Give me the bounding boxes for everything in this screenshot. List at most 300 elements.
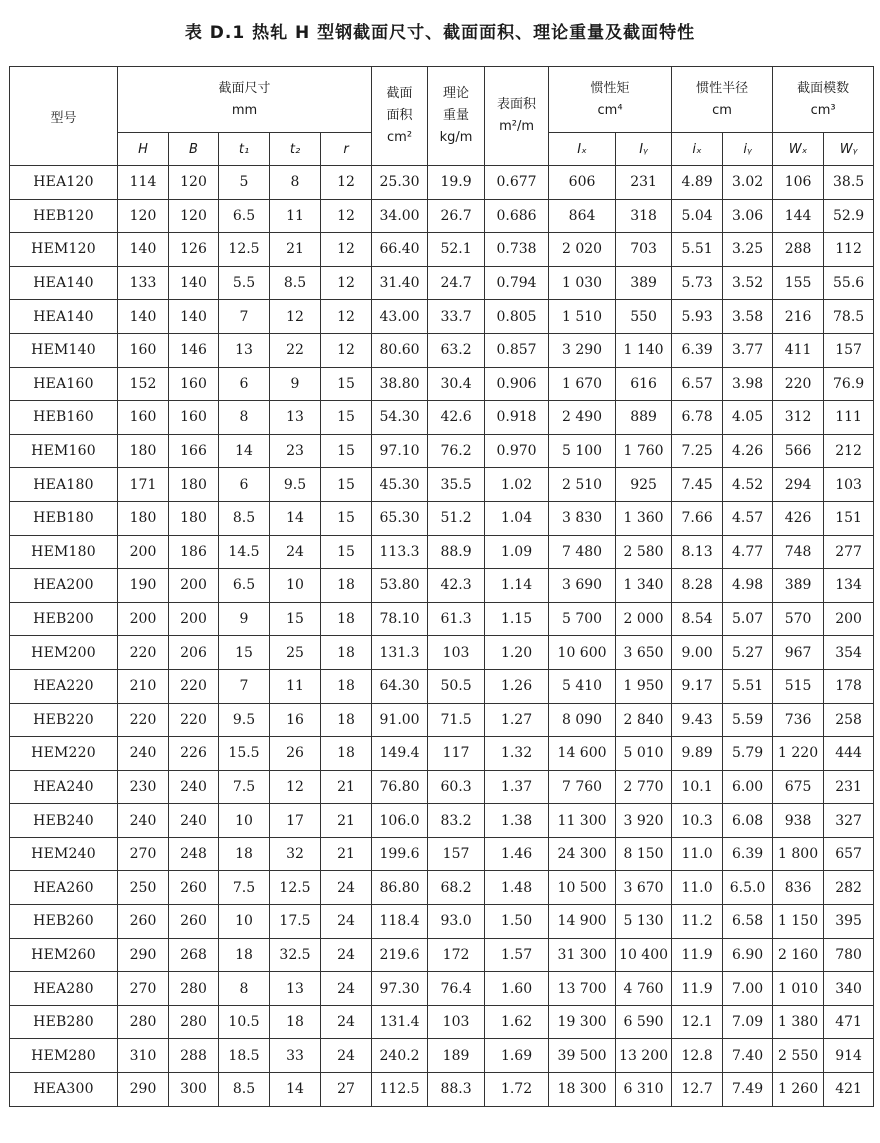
cell-area: 66.40: [372, 233, 428, 267]
cell-r: 18: [321, 703, 372, 737]
cell-B: 240: [169, 804, 219, 838]
cell-Ix: 24 300: [549, 837, 616, 871]
cell-weight: 33.7: [428, 300, 485, 334]
cell-surface: 0.805: [485, 300, 549, 334]
cell-surface: 0.794: [485, 266, 549, 300]
cell-H: 210: [118, 669, 169, 703]
cell-Ix: 7 480: [549, 535, 616, 569]
cell-B: 120: [169, 199, 219, 233]
cell-Ix: 14 600: [549, 737, 616, 771]
subheader-Iy: Iᵧ: [616, 133, 672, 166]
cell-surface: 1.04: [485, 501, 549, 535]
cell-iy: 5.79: [723, 737, 773, 771]
header-weight-line1: 理论: [443, 86, 470, 101]
cell-ix: 6.39: [672, 333, 723, 367]
cell-H: 140: [118, 233, 169, 267]
cell-weight: 172: [428, 938, 485, 972]
cell-Ix: 1 510: [549, 300, 616, 334]
table-row: [10, 737, 874, 771]
table-row: [10, 871, 874, 905]
cell-B: 220: [169, 669, 219, 703]
cell-Ix: 7 760: [549, 770, 616, 804]
cell-Ix: 1 670: [549, 367, 616, 401]
cell-t2: 22: [270, 333, 321, 367]
cell-Wy: 277: [824, 535, 874, 569]
cell-Wx: 389: [773, 569, 824, 603]
cell-t2: 9.5: [270, 468, 321, 502]
cell-Ix: 1 030: [549, 266, 616, 300]
cell-ix: 6.78: [672, 401, 723, 435]
cell-Wx: 1 220: [773, 737, 824, 771]
cell-Ix: 13 700: [549, 972, 616, 1006]
cell-t2: 14: [270, 1073, 321, 1107]
cell-area: 38.80: [372, 367, 428, 401]
cell-Iy: 2 840: [616, 703, 672, 737]
cell-weight: 60.3: [428, 770, 485, 804]
cell-ix: 5.51: [672, 233, 723, 267]
cell-ix: 11.0: [672, 871, 723, 905]
cell-surface: 1.69: [485, 1039, 549, 1073]
cell-H: 200: [118, 602, 169, 636]
cell-r: 15: [321, 401, 372, 435]
cell-surface: 0.686: [485, 199, 549, 233]
cell-iy: 3.98: [723, 367, 773, 401]
cell-surface: 0.918: [485, 401, 549, 435]
cell-B: 280: [169, 1005, 219, 1039]
cell-surface: 1.48: [485, 871, 549, 905]
cell-Wy: 395: [824, 905, 874, 939]
cell-iy: 5.07: [723, 602, 773, 636]
cell-ix: 9.17: [672, 669, 723, 703]
cell-r: 24: [321, 938, 372, 972]
cell-Wy: 354: [824, 636, 874, 670]
cell-model: HEB280: [10, 1005, 118, 1039]
cell-t1: 6.5: [219, 199, 270, 233]
cell-model: HEB220: [10, 703, 118, 737]
cell-Iy: 13 200: [616, 1039, 672, 1073]
header-weight-line2: 重量: [443, 108, 470, 123]
cell-model: HEB160: [10, 401, 118, 435]
cell-H: 290: [118, 1073, 169, 1107]
cell-model: HEA240: [10, 770, 118, 804]
table-row: [10, 501, 874, 535]
cell-r: 18: [321, 737, 372, 771]
cell-H: 160: [118, 401, 169, 435]
cell-B: 140: [169, 266, 219, 300]
cell-Wy: 780: [824, 938, 874, 972]
cell-area: 45.30: [372, 468, 428, 502]
cell-t1: 9: [219, 602, 270, 636]
cell-weight: 19.9: [428, 166, 485, 200]
cell-iy: 6.58: [723, 905, 773, 939]
table-title: 表 D.1 热轧 H 型钢截面尺寸、截面面积、理论重量及截面特性: [184, 23, 696, 43]
cell-model: HEM180: [10, 535, 118, 569]
cell-t1: 10: [219, 905, 270, 939]
table-row: [10, 703, 874, 737]
cell-t2: 33: [270, 1039, 321, 1073]
cell-B: 200: [169, 602, 219, 636]
cell-area: 80.60: [372, 333, 428, 367]
cell-r: 18: [321, 636, 372, 670]
cell-r: 18: [321, 669, 372, 703]
cell-H: 290: [118, 938, 169, 972]
cell-surface: 1.09: [485, 535, 549, 569]
table-row: [10, 401, 874, 435]
cell-t1: 6: [219, 468, 270, 502]
cell-ix: 9.89: [672, 737, 723, 771]
cell-B: 240: [169, 770, 219, 804]
cell-t1: 14: [219, 434, 270, 468]
cell-t1: 7.5: [219, 871, 270, 905]
cell-Iy: 6 310: [616, 1073, 672, 1107]
cell-ix: 12.7: [672, 1073, 723, 1107]
table-row: [10, 300, 874, 334]
cell-t1: 6: [219, 367, 270, 401]
cell-B: 166: [169, 434, 219, 468]
cell-Wx: 1 010: [773, 972, 824, 1006]
cell-r: 21: [321, 804, 372, 838]
cell-model: HEB260: [10, 905, 118, 939]
cell-iy: 6.08: [723, 804, 773, 838]
cell-ix: 4.89: [672, 166, 723, 200]
cell-Wy: 112: [824, 233, 874, 267]
cell-Wy: 111: [824, 401, 874, 435]
cell-r: 12: [321, 333, 372, 367]
cell-Iy: 1 340: [616, 569, 672, 603]
header-inertia-unit: cm⁴: [597, 102, 623, 118]
cell-weight: 93.0: [428, 905, 485, 939]
table-row: [10, 972, 874, 1006]
cell-Wy: 657: [824, 837, 874, 871]
cell-Ix: 864: [549, 199, 616, 233]
cell-B: 260: [169, 905, 219, 939]
cell-area: 118.4: [372, 905, 428, 939]
cell-t1: 8: [219, 401, 270, 435]
cell-Iy: 616: [616, 367, 672, 401]
cell-t2: 8: [270, 166, 321, 200]
cell-Wy: 134: [824, 569, 874, 603]
cell-r: 12: [321, 166, 372, 200]
cell-surface: 1.27: [485, 703, 549, 737]
header-dims-unit: mm: [231, 102, 258, 118]
cell-area: 240.2: [372, 1039, 428, 1073]
cell-t2: 24: [270, 535, 321, 569]
cell-surface: 1.20: [485, 636, 549, 670]
cell-H: 270: [118, 837, 169, 871]
cell-Iy: 8 150: [616, 837, 672, 871]
cell-H: 180: [118, 434, 169, 468]
cell-H: 230: [118, 770, 169, 804]
cell-weight: 51.2: [428, 501, 485, 535]
cell-weight: 103: [428, 1005, 485, 1039]
cell-area: 91.00: [372, 703, 428, 737]
cell-t1: 7: [219, 669, 270, 703]
cell-B: 260: [169, 871, 219, 905]
cell-model: HEA180: [10, 468, 118, 502]
cell-iy: 4.57: [723, 501, 773, 535]
cell-H: 250: [118, 871, 169, 905]
cell-t2: 23: [270, 434, 321, 468]
cell-Wx: 675: [773, 770, 824, 804]
cell-Iy: 231: [616, 166, 672, 200]
cell-B: 160: [169, 401, 219, 435]
cell-Wy: 327: [824, 804, 874, 838]
cell-Wx: 836: [773, 871, 824, 905]
table-row: [10, 1005, 874, 1039]
cell-area: 31.40: [372, 266, 428, 300]
cell-iy: 3.06: [723, 199, 773, 233]
cell-Wx: 1 260: [773, 1073, 824, 1107]
cell-ix: 7.66: [672, 501, 723, 535]
cell-Wy: 103: [824, 468, 874, 502]
cell-model: HEB180: [10, 501, 118, 535]
cell-ix: 11.9: [672, 972, 723, 1006]
cell-ix: 5.04: [672, 199, 723, 233]
cell-t2: 16: [270, 703, 321, 737]
cell-Ix: 2 510: [549, 468, 616, 502]
header-inertia: [549, 67, 672, 133]
cell-B: 226: [169, 737, 219, 771]
cell-model: HEA140: [10, 266, 118, 300]
cell-area: 53.80: [372, 569, 428, 603]
cell-area: 65.30: [372, 501, 428, 535]
table-row: [10, 770, 874, 804]
cell-iy: 3.77: [723, 333, 773, 367]
cell-ix: 11.9: [672, 938, 723, 972]
cell-t2: 26: [270, 737, 321, 771]
cell-H: 240: [118, 804, 169, 838]
table-row: [10, 535, 874, 569]
cell-H: 133: [118, 266, 169, 300]
cell-Ix: 31 300: [549, 938, 616, 972]
cell-Wy: 471: [824, 1005, 874, 1039]
cell-Iy: 925: [616, 468, 672, 502]
cell-r: 12: [321, 266, 372, 300]
cell-Wx: 1 800: [773, 837, 824, 871]
cell-model: HEB120: [10, 199, 118, 233]
table-row: [10, 367, 874, 401]
cell-Iy: 2 000: [616, 602, 672, 636]
cell-ix: 12.8: [672, 1039, 723, 1073]
cell-model: HEM200: [10, 636, 118, 670]
table-row: [10, 569, 874, 603]
cell-Ix: 5 410: [549, 669, 616, 703]
cell-area: 106.0: [372, 804, 428, 838]
cell-t2: 12: [270, 770, 321, 804]
cell-t2: 12.5: [270, 871, 321, 905]
cell-t1: 15.5: [219, 737, 270, 771]
cell-Wx: 426: [773, 501, 824, 535]
cell-t2: 12: [270, 300, 321, 334]
cell-ix: 12.1: [672, 1005, 723, 1039]
cell-model: HEA160: [10, 367, 118, 401]
cell-B: 140: [169, 300, 219, 334]
cell-Iy: 389: [616, 266, 672, 300]
cell-surface: 1.46: [485, 837, 549, 871]
cell-B: 186: [169, 535, 219, 569]
steel-section-table: [9, 66, 874, 1107]
cell-surface: 1.57: [485, 938, 549, 972]
cell-Wx: 2 550: [773, 1039, 824, 1073]
cell-ix: 7.25: [672, 434, 723, 468]
cell-r: 15: [321, 468, 372, 502]
cell-Iy: 703: [616, 233, 672, 267]
cell-Wx: 288: [773, 233, 824, 267]
cell-weight: 117: [428, 737, 485, 771]
cell-iy: 4.77: [723, 535, 773, 569]
header-dims-label: 截面尺寸: [218, 80, 271, 96]
cell-t2: 13: [270, 401, 321, 435]
cell-Wy: 282: [824, 871, 874, 905]
header-dims: [118, 67, 372, 133]
cell-Wx: 106: [773, 166, 824, 200]
cell-weight: 50.5: [428, 669, 485, 703]
header-radius: [672, 67, 773, 133]
cell-ix: 11.2: [672, 905, 723, 939]
cell-area: 112.5: [372, 1073, 428, 1107]
cell-Wx: 216: [773, 300, 824, 334]
subheader-t2: t₂: [270, 133, 321, 166]
cell-t1: 6.5: [219, 569, 270, 603]
cell-model: HEB200: [10, 602, 118, 636]
cell-weight: 52.1: [428, 233, 485, 267]
table-body: [10, 166, 874, 1107]
cell-ix: 10.1: [672, 770, 723, 804]
cell-Ix: 5 100: [549, 434, 616, 468]
cell-model: HEA120: [10, 166, 118, 200]
subheader-Wy: Wᵧ: [824, 133, 874, 166]
cell-weight: 71.5: [428, 703, 485, 737]
cell-area: 76.80: [372, 770, 428, 804]
header-area: [372, 67, 428, 166]
cell-Wy: 52.9: [824, 199, 874, 233]
cell-H: 152: [118, 367, 169, 401]
cell-surface: 1.72: [485, 1073, 549, 1107]
cell-Wy: 151: [824, 501, 874, 535]
cell-Iy: 1 760: [616, 434, 672, 468]
cell-iy: 3.02: [723, 166, 773, 200]
cell-Wx: 1 380: [773, 1005, 824, 1039]
subheader-B: B: [169, 133, 219, 166]
subheader-iy: iᵧ: [723, 133, 773, 166]
cell-Wx: 515: [773, 669, 824, 703]
cell-Iy: 3 670: [616, 871, 672, 905]
cell-surface: 1.32: [485, 737, 549, 771]
cell-t1: 5: [219, 166, 270, 200]
cell-H: 114: [118, 166, 169, 200]
header-surface-label: 表面积: [497, 97, 537, 112]
cell-Ix: 2 020: [549, 233, 616, 267]
cell-t2: 13: [270, 972, 321, 1006]
cell-t1: 8.5: [219, 501, 270, 535]
cell-B: 288: [169, 1039, 219, 1073]
cell-Wy: 38.5: [824, 166, 874, 200]
cell-Wx: 748: [773, 535, 824, 569]
cell-Wx: 570: [773, 602, 824, 636]
cell-t1: 7.5: [219, 770, 270, 804]
cell-iy: 7.49: [723, 1073, 773, 1107]
cell-B: 300: [169, 1073, 219, 1107]
header-area-line2: 面积: [386, 108, 413, 123]
header-radius-unit: cm: [712, 102, 732, 118]
cell-iy: 5.27: [723, 636, 773, 670]
cell-weight: 103: [428, 636, 485, 670]
table-row: [10, 199, 874, 233]
cell-iy: 7.00: [723, 972, 773, 1006]
header-modulus-unit: cm³: [810, 102, 836, 118]
cell-B: 146: [169, 333, 219, 367]
cell-r: 27: [321, 1073, 372, 1107]
cell-H: 190: [118, 569, 169, 603]
cell-model: HEA260: [10, 871, 118, 905]
cell-r: 15: [321, 434, 372, 468]
cell-ix: 9.00: [672, 636, 723, 670]
cell-t1: 12.5: [219, 233, 270, 267]
table-row: [10, 636, 874, 670]
cell-model: HEM220: [10, 737, 118, 771]
cell-area: 97.10: [372, 434, 428, 468]
cell-r: 18: [321, 569, 372, 603]
cell-weight: 157: [428, 837, 485, 871]
cell-iy: 5.59: [723, 703, 773, 737]
cell-iy: 4.98: [723, 569, 773, 603]
cell-Wy: 231: [824, 770, 874, 804]
cell-surface: 1.14: [485, 569, 549, 603]
cell-Wy: 212: [824, 434, 874, 468]
cell-B: 220: [169, 703, 219, 737]
table-row: [10, 837, 874, 871]
cell-t1: 18: [219, 938, 270, 972]
header-radius-label: 惯性半径: [696, 80, 749, 96]
cell-Wx: 967: [773, 636, 824, 670]
cell-surface: 1.26: [485, 669, 549, 703]
cell-ix: 8.54: [672, 602, 723, 636]
cell-surface: 1.62: [485, 1005, 549, 1039]
cell-Iy: 1 140: [616, 333, 672, 367]
cell-Wx: 312: [773, 401, 824, 435]
cell-Wy: 76.9: [824, 367, 874, 401]
cell-Wx: 155: [773, 266, 824, 300]
cell-Ix: 10 600: [549, 636, 616, 670]
cell-ix: 5.93: [672, 300, 723, 334]
cell-H: 270: [118, 972, 169, 1006]
cell-Wy: 914: [824, 1039, 874, 1073]
cell-H: 310: [118, 1039, 169, 1073]
cell-surface: 0.857: [485, 333, 549, 367]
cell-Iy: 2 580: [616, 535, 672, 569]
cell-Ix: 2 490: [549, 401, 616, 435]
cell-B: 200: [169, 569, 219, 603]
cell-B: 180: [169, 501, 219, 535]
cell-Wx: 294: [773, 468, 824, 502]
cell-surface: 0.970: [485, 434, 549, 468]
cell-iy: 7.09: [723, 1005, 773, 1039]
cell-t1: 8: [219, 972, 270, 1006]
header-area-unit: cm²: [387, 130, 413, 145]
table-row: [10, 233, 874, 267]
cell-r: 15: [321, 367, 372, 401]
cell-t2: 18: [270, 1005, 321, 1039]
cell-model: HEA280: [10, 972, 118, 1006]
cell-Iy: 5 130: [616, 905, 672, 939]
cell-weight: 35.5: [428, 468, 485, 502]
cell-Wy: 421: [824, 1073, 874, 1107]
table-row: [10, 434, 874, 468]
cell-iy: 4.05: [723, 401, 773, 435]
cell-area: 131.3: [372, 636, 428, 670]
cell-area: 43.00: [372, 300, 428, 334]
table-row: [10, 804, 874, 838]
